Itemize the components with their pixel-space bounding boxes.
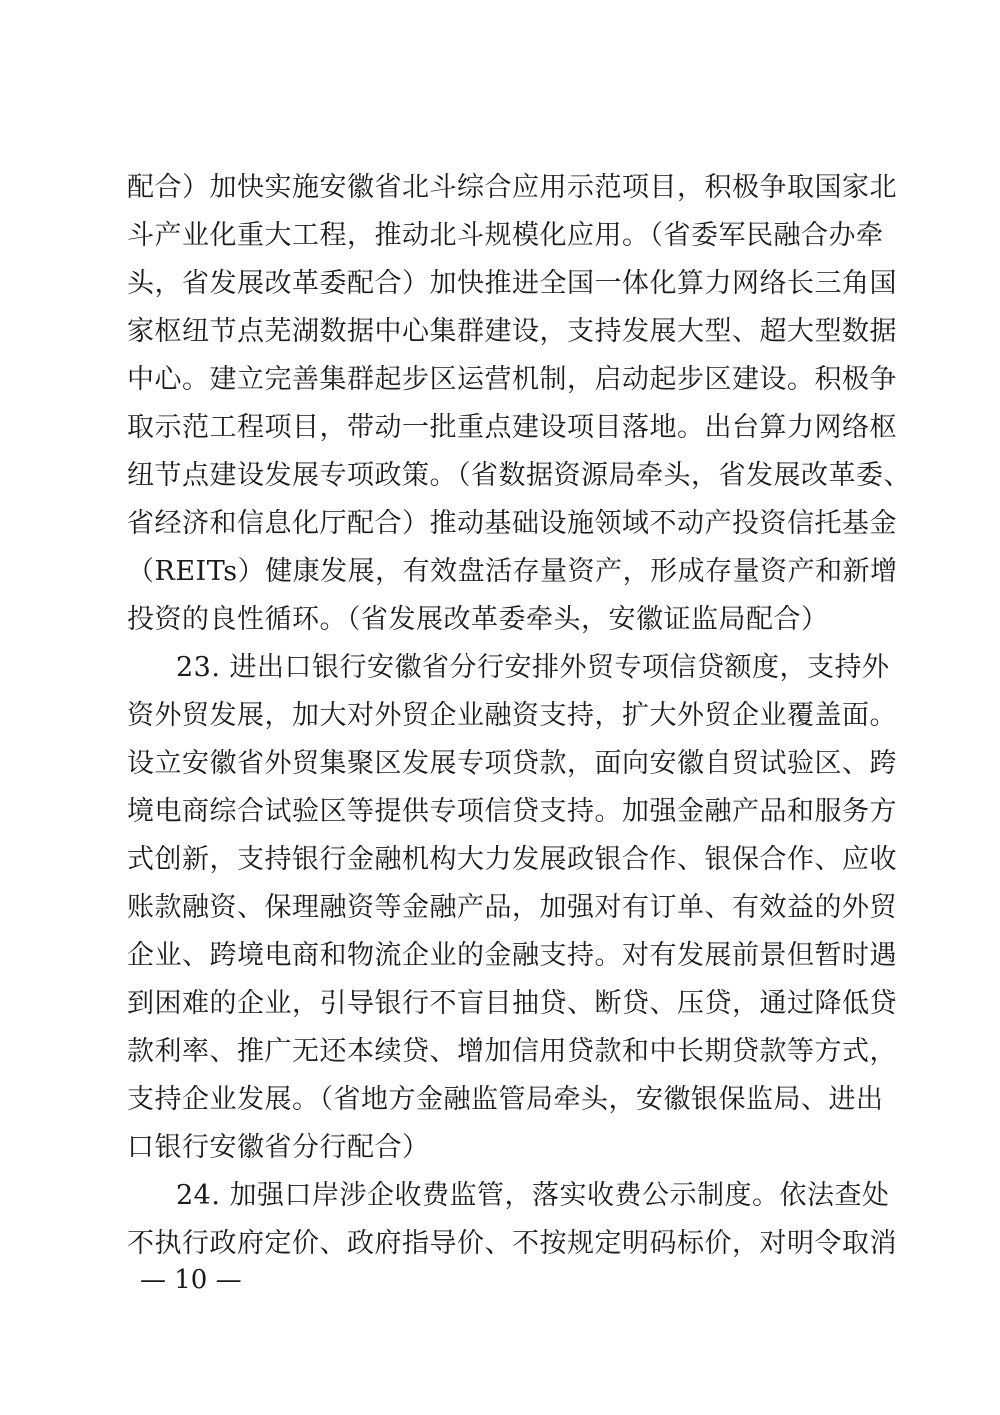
text-line: 中心。建立完善集群起步区运营机制，启动起步区建设。积极争 [127, 364, 897, 395]
text-line: 头，省发展改革委配合）加快推进全国一体化算力网络长三角国 [127, 268, 897, 299]
text-line: 企业、跨境电商和物流企业的金融支持。对有发展前景但暂时遇 [127, 940, 897, 971]
paragraph-24-first-line: 24. 加强口岸涉企收费监管，落实收费公示制度。依法查处 [176, 1180, 890, 1211]
text-line: 省经济和信息化厅配合）推动基础设施领域不动产投资信托基金 [127, 508, 897, 539]
text-line: 投资的良性循环。（省发展改革委牵头，安徽证监局配合） [127, 604, 829, 635]
text-line: 家枢纽节点芜湖数据中心集群建设，支持发展大型、超大型数据 [127, 316, 897, 347]
paragraph-23-first-line: 23. 进出口银行安徽省分行安排外贸专项信贷额度，支持外 [176, 652, 890, 683]
page-number: — 10 — [140, 1265, 242, 1295]
text-line: 不执行政府定价、政府指导价、不按规定明码标价，对明令取消 [127, 1228, 897, 1259]
text-line: 取示范工程项目，带动一批重点建设项目落地。出台算力网络枢 [127, 412, 897, 443]
text-line: 资外贸发展，加大对外贸企业融资支持，扩大外贸企业覆盖面。 [127, 700, 897, 731]
text-line: 斗产业化重大工程，推动北斗规模化应用。（省委军民融合办牵 [127, 220, 884, 251]
text-line: 式创新，支持银行金融机构大力发展政银合作、银保合作、应收 [127, 844, 897, 875]
text-line: 配合）加快实施安徽省北斗综合应用示范项目，积极争取国家北 [127, 172, 897, 203]
text-line: 到困难的企业，引导银行不盲目抽贷、断贷、压贷，通过降低贷 [127, 988, 897, 1019]
text-line: 账款融资、保理融资等金融产品，加强对有订单、有效益的外贸 [127, 892, 897, 923]
text-line: （REITs）健康发展，有效盘活存量资产，形成存量资产和新增 [127, 556, 898, 587]
text-line: 境电商综合试验区等提供专项信贷支持。加强金融产品和服务方 [127, 796, 897, 827]
text-line: 支持企业发展。（省地方金融监管局牵头，安徽银保监局、进出 [127, 1084, 884, 1115]
text-line: 款利率、推广无还本续贷、增加信用贷款和中长期贷款等方式， [127, 1036, 897, 1067]
text-line: 口银行安徽省分行配合） [127, 1132, 430, 1163]
text-line: 纽节点建设发展专项政策。（省数据资源局牵头，省发展改革委、 [127, 460, 911, 491]
text-line: 设立安徽省外贸集聚区发展专项贷款，面向安徽自贸试验区、跨 [127, 748, 897, 779]
